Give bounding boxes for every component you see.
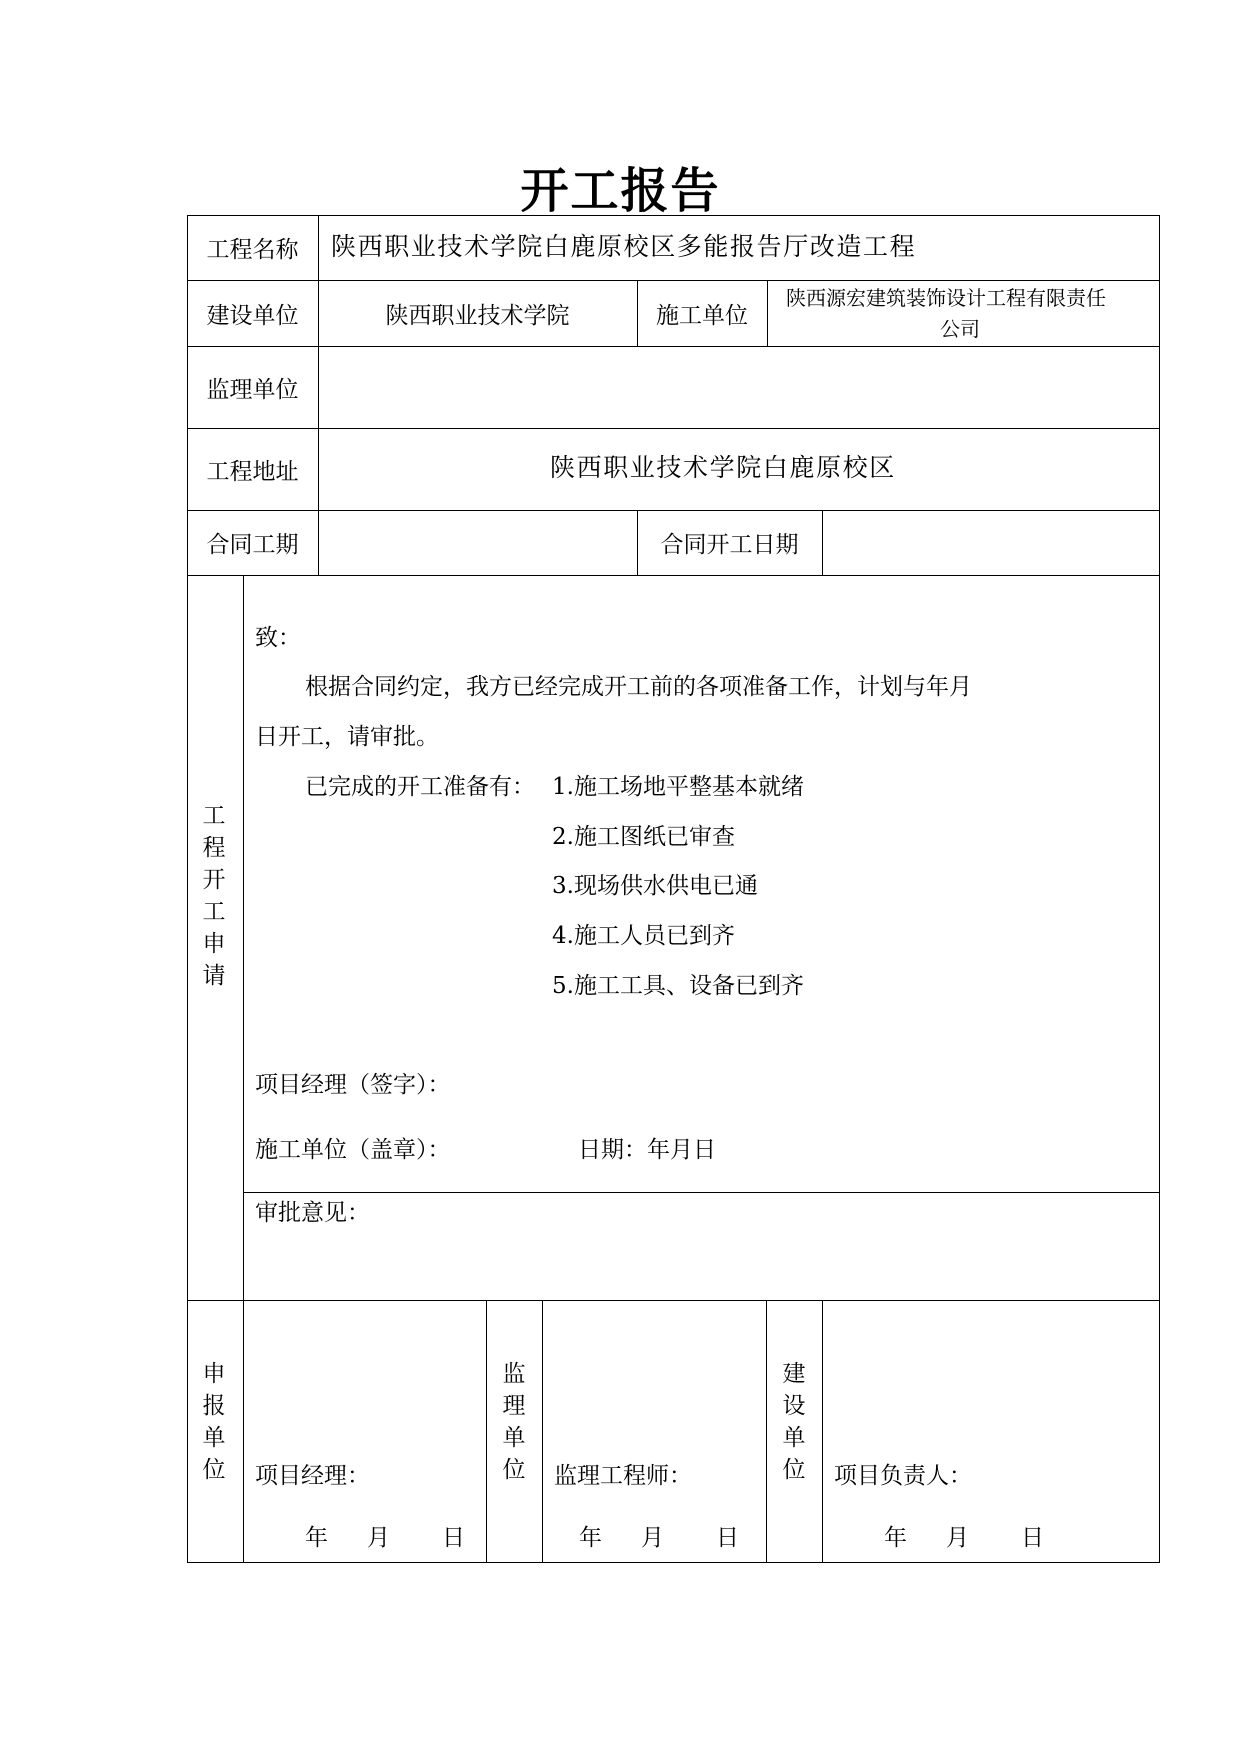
- project-name-value: 陕西职业技术学院白鹿原校区多能报告厅改造工程: [331, 232, 917, 261]
- prep-item: 4.施工人员已到齐: [552, 923, 735, 949]
- contractor-label: 施工单位: [656, 302, 748, 329]
- contractor-value-line2: 公司: [940, 317, 980, 341]
- supervisor-date-month: 月: [641, 1525, 664, 1551]
- row-divider: [187, 428, 1160, 429]
- approval-opinion-label: 审批意见：: [255, 1200, 370, 1226]
- owner-date-day: 日: [1021, 1525, 1044, 1551]
- applicant-role: 项目经理：: [255, 1463, 370, 1489]
- address-value: 陕西职业技术学院白鹿原校区: [550, 453, 896, 482]
- application-paragraph-line1: 根据合同约定，我方已经完成开工前的各项准备工作，计划与年月: [305, 674, 972, 700]
- owner-date-month: 月: [946, 1525, 969, 1551]
- col-divider: [822, 1300, 823, 1563]
- col-divider: [542, 1300, 543, 1563]
- applicant-unit-label: 申 报 单 位: [202, 1361, 226, 1483]
- supervisor-unit-label: 监 理 单 位: [502, 1361, 526, 1483]
- applicant-date-year: 年: [305, 1525, 328, 1551]
- row-divider: [187, 1300, 1160, 1301]
- page-title: 开工报告: [520, 163, 721, 219]
- period-label: 合同工期: [206, 532, 299, 558]
- prep-item: 5.施工工具、设备已到齐: [552, 973, 804, 999]
- application-side-label: 工 程 开 工 申 请: [202, 803, 226, 989]
- pm-signature-line: 项目经理（签字）：: [255, 1072, 451, 1098]
- row-divider: [187, 575, 1160, 576]
- prep-item: 1.施工场地平整基本就绪: [552, 774, 804, 800]
- prep-intro: 已完成的开工准备有：: [305, 774, 535, 800]
- owner-unit-label: 建 设 单 位: [782, 1361, 806, 1483]
- row-divider: [243, 1192, 1160, 1193]
- project-name-label: 工程名称: [206, 237, 299, 263]
- supervisor-role: 监理工程师：: [554, 1463, 692, 1489]
- applicant-date-month: 月: [367, 1525, 390, 1551]
- unit-seal-line: 施工单位（盖章）：: [255, 1137, 451, 1163]
- owner-value: 陕西职业技术学院: [385, 302, 570, 329]
- to-line: 致：: [255, 625, 301, 651]
- supervisor-date-day: 日: [716, 1525, 739, 1551]
- period-value: [318, 510, 637, 575]
- supervisor-label: 监理单位: [206, 376, 299, 403]
- col-divider: [486, 1300, 487, 1563]
- contractor-value-line1: 陕西源宏建筑装饰设计工程有限责任: [786, 286, 1106, 310]
- col-divider: [766, 1300, 767, 1563]
- address-label: 工程地址: [206, 458, 299, 485]
- supervisor-date-year: 年: [579, 1525, 602, 1551]
- owner-date-year: 年: [884, 1525, 907, 1551]
- start-date-label: 合同开工日期: [660, 532, 799, 558]
- supervisor-value: [318, 346, 1160, 428]
- owner-role: 项目负责人：: [834, 1463, 972, 1489]
- col-divider: [767, 280, 768, 346]
- prep-item: 2.施工图纸已审查: [552, 824, 735, 850]
- prep-item: 3.现场供水供电已通: [552, 873, 758, 899]
- start-date-value: [822, 510, 1160, 575]
- application-paragraph-line2: 日开工，请审批。: [255, 724, 439, 750]
- application-date: 日期：年月日: [578, 1137, 716, 1163]
- col-divider: [243, 575, 244, 1563]
- owner-label: 建设单位: [206, 302, 299, 329]
- applicant-date-day: 日: [442, 1525, 465, 1551]
